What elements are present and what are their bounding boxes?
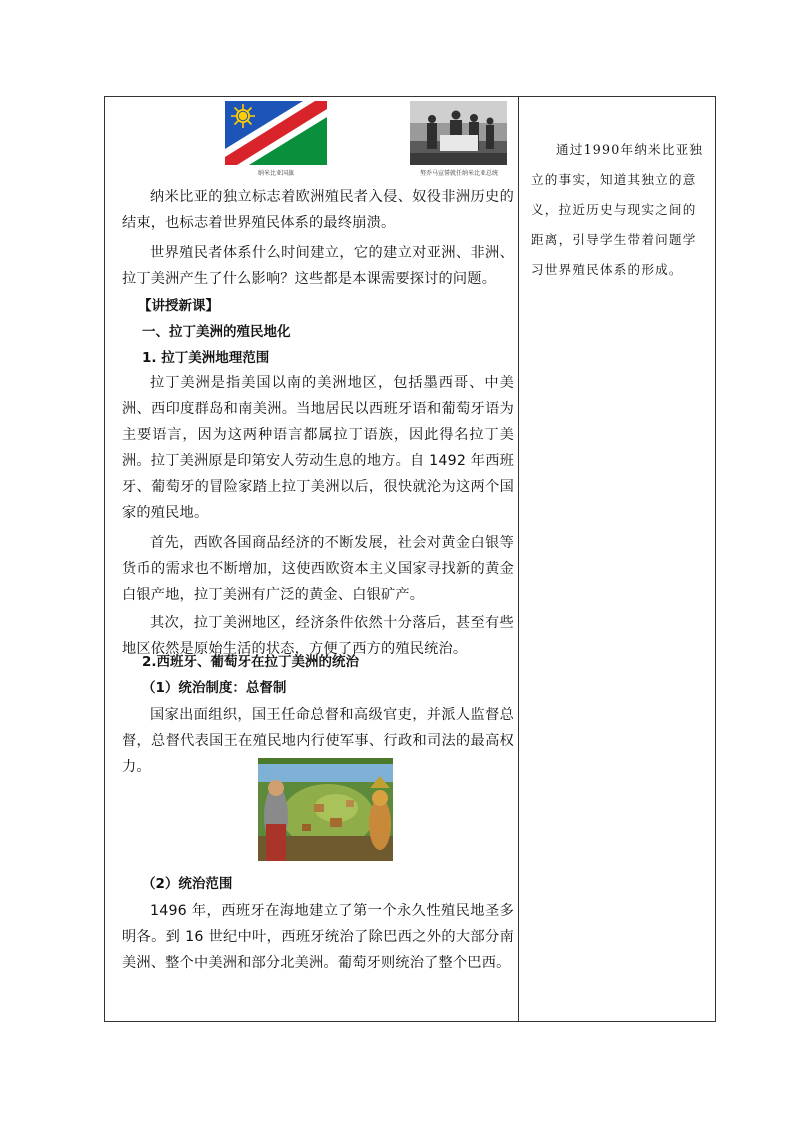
- section-heading-1: 一、拉丁美洲的殖民地化: [142, 324, 291, 340]
- flag-caption: 纳米比亚国旗: [257, 170, 294, 177]
- paragraph-governor-system: 国家出面组织，国王任命总督和高级官吏，并派人监督总督，总督代表国王在殖民地内行使军事、行政和司法的最高权力。: [122, 707, 514, 775]
- paragraph-second-reason: 其次，拉丁美洲地区，经济条件依然十分落后，甚至有些地区依然是原始生活的状态，方便了西方的殖民统治。: [122, 615, 514, 657]
- teaching-notes-column: [519, 97, 715, 1021]
- section-heading-1-1: 1. 拉丁美洲地理范围: [142, 350, 270, 366]
- lesson-plan-table: [104, 96, 716, 1022]
- paragraph-first-reason: 首先，西欧各国商品经济的不断发展，社会对黄金白银等货币的需求也不断增加，这使西欧资本主义国家寻找新的黄金白银产地，拉丁美洲有广泛的黄金、白银矿产。: [122, 535, 514, 603]
- photo-caption: 努乔马宣誓就任纳米比亚总统: [419, 170, 498, 177]
- section-heading-1-2-1: （1）统治制度：总督制: [142, 680, 287, 696]
- section-heading-1-2: 2.西班牙、葡萄牙在拉丁美洲的统治: [142, 654, 360, 670]
- intro-paragraph-2: 世界殖民者体系什么时间建立，它的建立对亚洲、非洲、拉丁美洲产生了什么影响？这些都是本课需要探讨的问题。: [122, 245, 514, 287]
- intro-paragraph-1: 纳米比亚的独立标志着欧洲殖民者入侵、奴役非洲历史的结束，也标志着世界殖民体系的最终崩溃。: [122, 189, 514, 231]
- lecture-label: 【讲授新课】: [138, 298, 219, 314]
- paragraph-rule-scope: 1496 年，西班牙在海地建立了第一个永久性殖民地圣多明各。到 16 世纪中叶，西班牙统治了除巴西之外的大部分南美洲、整个中美洲和部分北美洲。葡萄牙则统治了整个巴西。: [122, 903, 514, 971]
- main-content-column: [105, 97, 518, 1021]
- section-heading-1-2-2: （2）统治范围: [142, 876, 233, 892]
- namibia-flag-image: [225, 101, 327, 165]
- teaching-intent-note: 通过1990年纳米比亚独立的事实，知道其独立的意义，拉近历史与现实之间的距离，引导学生带着问题学习世界殖民体系的形成。: [531, 142, 704, 277]
- inauguration-photo: [410, 101, 507, 165]
- paragraph-latin-america-scope: 拉丁美洲是指美国以南的美洲地区，包括墨西哥、中美洲、西印度群岛和南美洲。当地居民以西班牙语和葡萄牙语为主要语言，因为这两种语言都属拉丁语族，因此得名拉丁美洲。拉丁美洲原是印第安人劳动生息的地方。自 1492 年西班牙、葡萄牙的冒险家踏上拉丁美洲以后，很快就沦为这两个国家的殖民地。: [122, 375, 514, 521]
- colonial-game-illustration: [258, 758, 393, 861]
